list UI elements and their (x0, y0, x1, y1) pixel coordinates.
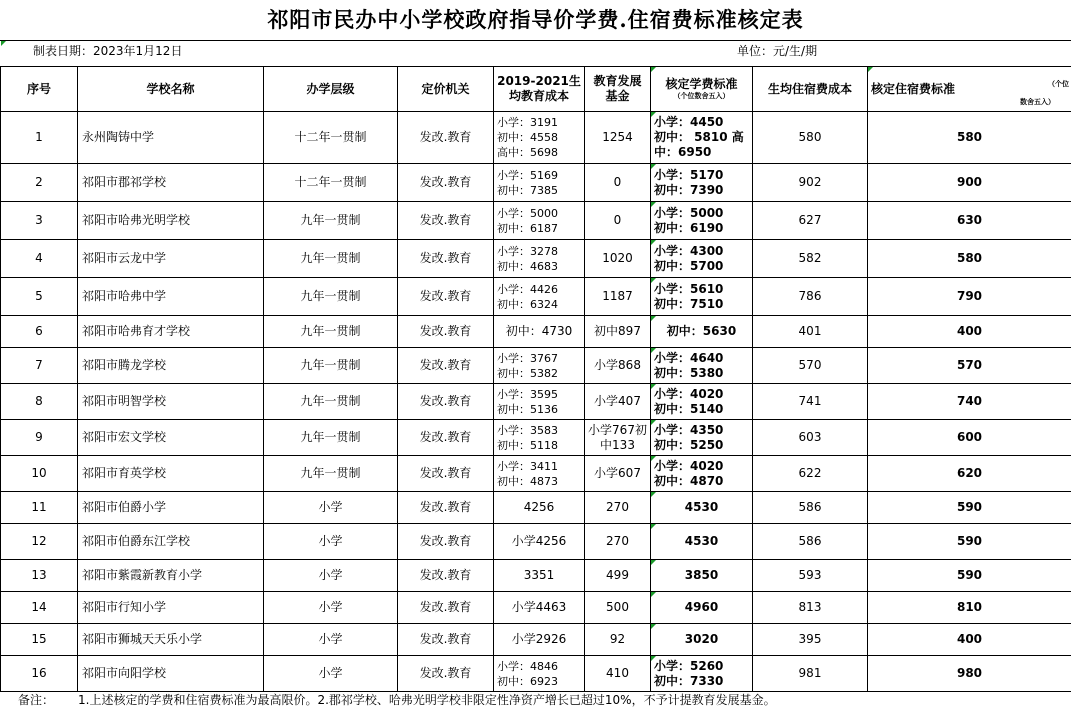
level-cell: 小学 (264, 592, 398, 624)
table-row (1, 456, 1071, 492)
cost-cell-line: 初中：6324 (497, 297, 558, 311)
fund-cell: 500 (585, 592, 651, 624)
board-fee-cell: 790 (868, 278, 1071, 316)
cell-marker-icon (868, 67, 873, 72)
board-cost-cell: 622 (753, 456, 868, 492)
board-cost-cell: 902 (753, 164, 868, 202)
agency-cell: 发改.教育 (398, 656, 494, 692)
seq-cell: 2 (1, 164, 78, 202)
seq-cell: 9 (1, 420, 78, 456)
school-name-cell: 祁阳市狮城天天乐小学 (78, 624, 264, 656)
level-cell: 九年一贯制 (264, 420, 398, 456)
board-cost-cell: 786 (753, 278, 868, 316)
cost-cell-line: 初中：6187 (497, 221, 558, 235)
cost-cell-line: 小学4256 (511, 534, 567, 548)
table-row (1, 240, 1071, 278)
header-board-cost: 生均住宿费成本 (753, 67, 868, 112)
footer-note (0, 687, 1071, 713)
level-cell: 九年一贯制 (264, 202, 398, 240)
tuition-cell (651, 456, 753, 492)
school-name-cell: 祁阳市紫霞新教育小学 (78, 560, 264, 592)
tuition-cell (651, 560, 753, 592)
cost-cell-line: 小学：3411 (497, 459, 558, 473)
fund-cell: 小学607 (585, 456, 651, 492)
table-row (1, 384, 1071, 420)
board-fee-cell: 590 (868, 560, 1071, 592)
board-cost-cell: 593 (753, 560, 868, 592)
seq-cell: 4 (1, 240, 78, 278)
agency-cell: 发改.教育 (398, 560, 494, 592)
board-fee-cell: 590 (868, 524, 1071, 560)
level-cell: 小学 (264, 524, 398, 560)
school-name-cell: 祁阳市向阳学校 (78, 656, 264, 692)
cell-marker-icon (651, 656, 656, 661)
fund-cell: 1187 (585, 278, 651, 316)
header-tuition (651, 67, 753, 112)
header-level: 办学层级 (264, 67, 398, 112)
cost-cell-line: 初中：5118 (497, 438, 558, 452)
tuition-cell-line: 初中：7330 (654, 673, 724, 688)
board-cost-cell: 570 (753, 348, 868, 384)
tuition-cell-line: 小学：5610 (654, 281, 724, 296)
tuition-cell (651, 592, 753, 624)
tuition-cell-line: 中：6950 (654, 145, 712, 159)
cell-marker-icon (651, 384, 656, 389)
agency-cell: 发改.教育 (398, 492, 494, 524)
cost-cell-line: 小学：4846 (497, 659, 558, 673)
school-name-cell: 祁阳市哈弗中学 (78, 278, 264, 316)
level-cell: 九年一贯制 (264, 240, 398, 278)
cost-cell-line: 初中：6923 (497, 674, 558, 688)
board-fee-cell: 400 (868, 624, 1071, 656)
cost-cell-line: 4256 (523, 500, 555, 514)
tuition-cell-line: 3850 (684, 568, 719, 582)
seq-cell: 10 (1, 456, 78, 492)
cost-cell-line: 小学：5000 (497, 206, 558, 220)
table-row (1, 420, 1071, 456)
header-agency: 定价机关 (398, 67, 494, 112)
level-cell: 小学 (264, 656, 398, 692)
tuition-cell-line: 小学：4350 (654, 422, 724, 437)
board-fee-cell: 600 (868, 420, 1071, 456)
title-underline (0, 40, 1071, 41)
cost-cell-line: 小学：3595 (497, 387, 558, 401)
level-cell: 九年一贯制 (264, 384, 398, 420)
cost-cell-line: 小学：5169 (497, 168, 558, 182)
table-row (1, 278, 1071, 316)
tuition-cell (651, 240, 753, 278)
board-fee-cell: 400 (868, 316, 1071, 348)
agency-cell: 发改.教育 (398, 278, 494, 316)
header-fund: 教育发展基金 (585, 67, 651, 112)
fund-cell: 270 (585, 492, 651, 524)
agency-cell: 发改.教育 (398, 524, 494, 560)
level-cell: 九年一贯制 (264, 278, 398, 316)
seq-cell: 3 (1, 202, 78, 240)
tuition-cell-line: 初中： 5810 高 (654, 130, 744, 144)
board-cost-cell: 586 (753, 492, 868, 524)
fund-cell: 499 (585, 560, 651, 592)
board-fee-cell: 620 (868, 456, 1071, 492)
cost-cell (494, 240, 585, 278)
school-name-cell: 祁阳市育英学校 (78, 456, 264, 492)
fund-cell: 410 (585, 656, 651, 692)
board-cost-cell: 401 (753, 316, 868, 348)
tuition-cell (651, 384, 753, 420)
board-fee-cell: 580 (868, 240, 1071, 278)
level-cell: 小学 (264, 492, 398, 524)
tuition-cell-line: 初中：6190 (654, 220, 724, 235)
fund-cell: 小学407 (585, 384, 651, 420)
agency-cell: 发改.教育 (398, 316, 494, 348)
footer-label: 备注： (18, 693, 55, 707)
tuition-cell-line: 初中：4870 (654, 473, 724, 488)
header-tuition-note: （个位数舍五入） (673, 92, 730, 100)
cost-cell (494, 384, 585, 420)
date-label: 制表日期：2023年1月12日 (33, 44, 183, 58)
fund-cell: 92 (585, 624, 651, 656)
table-row (1, 202, 1071, 240)
cost-cell (494, 456, 585, 492)
cost-cell (494, 202, 585, 240)
cell-marker-icon (651, 624, 656, 629)
header-board-note-bottom: 数舍五入） (1020, 98, 1055, 106)
cell-marker-icon (651, 456, 656, 461)
tuition-cell (651, 420, 753, 456)
cost-cell (494, 524, 585, 560)
tuition-cell-line: 小学：5170 (654, 167, 724, 182)
cost-cell (494, 420, 585, 456)
school-name-cell: 祁阳市伯爵小学 (78, 492, 264, 524)
cost-cell (494, 624, 585, 656)
cost-cell-line: 初中：4873 (497, 474, 558, 488)
cell-marker-icon (1, 41, 6, 46)
table-row (1, 560, 1071, 592)
header-seq: 序号 (1, 67, 78, 112)
board-cost-cell: 580 (753, 112, 868, 164)
unit-label: 单位：元/生/期 (737, 44, 818, 58)
board-cost-cell: 395 (753, 624, 868, 656)
cost-cell-line: 小学2926 (511, 632, 567, 646)
level-cell: 九年一贯制 (264, 348, 398, 384)
board-fee-cell: 630 (868, 202, 1071, 240)
seq-cell: 16 (1, 656, 78, 692)
school-name-cell: 祁阳市郡祁学校 (78, 164, 264, 202)
cost-cell-line: 初中：4558 (497, 131, 558, 144)
tuition-cell-line: 小学：5260 (654, 658, 724, 673)
seq-cell: 13 (1, 560, 78, 592)
agency-cell: 发改.教育 (398, 348, 494, 384)
school-name-cell: 祁阳市行知小学 (78, 592, 264, 624)
cell-marker-icon (651, 420, 656, 425)
cost-cell-line: 小学4463 (511, 600, 567, 614)
header-board (868, 67, 1071, 112)
board-fee-cell: 810 (868, 592, 1071, 624)
cost-cell-line: 初中：4683 (497, 259, 558, 273)
tuition-cell (651, 112, 753, 164)
fund-cell: 0 (585, 202, 651, 240)
tuition-cell-line: 4530 (684, 500, 719, 514)
fund-cell: 0 (585, 164, 651, 202)
seq-cell: 6 (1, 316, 78, 348)
table-row (1, 624, 1071, 656)
tuition-cell (651, 164, 753, 202)
cost-cell (494, 348, 585, 384)
school-name-cell: 祁阳市腾龙学校 (78, 348, 264, 384)
cost-cell-line: 小学：3767 (497, 351, 558, 365)
level-cell: 九年一贯制 (264, 316, 398, 348)
cell-marker-icon (651, 67, 656, 72)
cell-marker-icon (651, 560, 656, 565)
cost-cell (494, 164, 585, 202)
agency-cell: 发改.教育 (398, 240, 494, 278)
agency-cell: 发改.教育 (398, 456, 494, 492)
cost-cell (494, 592, 585, 624)
tuition-cell (651, 202, 753, 240)
board-cost-cell: 741 (753, 384, 868, 420)
seq-cell: 7 (1, 348, 78, 384)
agency-cell: 发改.教育 (398, 592, 494, 624)
board-cost-cell: 586 (753, 524, 868, 560)
cost-cell-line: 初中：5382 (497, 366, 558, 380)
tuition-cell-line: 小学：4020 (654, 458, 724, 473)
table-row (1, 592, 1071, 624)
tuition-cell-line: 小学：4450 (654, 115, 724, 129)
tuition-cell-line: 小学：4020 (654, 386, 724, 401)
tuition-cell-line: 4960 (684, 600, 719, 614)
tuition-cell (651, 624, 753, 656)
tuition-cell-line: 初中：7510 (654, 296, 724, 311)
tuition-cell-line: 4530 (684, 534, 719, 548)
seq-cell: 15 (1, 624, 78, 656)
header-cost: 2019-2021生均教育成本 (494, 67, 585, 112)
school-name-cell: 祁阳市伯爵东江学校 (78, 524, 264, 560)
cell-marker-icon (651, 348, 656, 353)
cost-cell-line: 高中：5698 (497, 146, 558, 159)
fee-table (0, 66, 1071, 692)
fund-cell: 270 (585, 524, 651, 560)
cell-marker-icon (651, 524, 656, 529)
page-title: 祁阳市民办中小学校政府指导价学费.住宿费标准核定表 (267, 7, 804, 32)
footer-text: 1.上述核定的学费和住宿费标准为最高限价。2.郡祁学校、哈弗光明学校非限定性净资产增长已超过10%，不予计提教育发展基金。 (78, 693, 776, 707)
table-row (1, 164, 1071, 202)
board-fee-cell: 580 (868, 112, 1071, 164)
cost-cell-line: 3351 (523, 568, 555, 582)
seq-cell: 11 (1, 492, 78, 524)
table-row (1, 524, 1071, 560)
cost-cell (494, 278, 585, 316)
cost-cell-line: 小学：3278 (497, 244, 558, 258)
agency-cell: 发改.教育 (398, 384, 494, 420)
tuition-cell-line: 小学：4300 (654, 243, 724, 258)
board-fee-cell: 740 (868, 384, 1071, 420)
table-row (1, 348, 1071, 384)
cost-cell (494, 560, 585, 592)
tuition-cell-line: 初中：7390 (654, 182, 724, 197)
table-row (1, 492, 1071, 524)
fund-cell: 1020 (585, 240, 651, 278)
agency-cell: 发改.教育 (398, 164, 494, 202)
cell-marker-icon (651, 316, 656, 321)
board-cost-cell: 627 (753, 202, 868, 240)
cost-cell (494, 316, 585, 348)
tuition-cell-line: 初中：5700 (654, 258, 724, 273)
tuition-cell-line: 初中：5380 (654, 365, 724, 380)
table-row (1, 316, 1071, 348)
board-cost-cell: 603 (753, 420, 868, 456)
fund-cell: 初中897 (585, 316, 651, 348)
cost-cell-line: 初中：7385 (497, 183, 558, 197)
school-name-cell: 祁阳市哈弗光明学校 (78, 202, 264, 240)
school-name-cell: 祁阳市宏文学校 (78, 420, 264, 456)
tuition-cell-line: 初中：5250 (654, 437, 724, 452)
seq-cell: 5 (1, 278, 78, 316)
board-fee-cell: 570 (868, 348, 1071, 384)
tuition-cell-line: 初中：5140 (654, 401, 724, 416)
cost-cell-line: 小学：3583 (497, 423, 558, 437)
tuition-cell-line: 小学：5000 (654, 205, 724, 220)
fund-cell: 1254 (585, 112, 651, 164)
cost-cell (494, 492, 585, 524)
agency-cell: 发改.教育 (398, 112, 494, 164)
board-fee-cell: 980 (868, 656, 1071, 692)
level-cell: 十二年一贯制 (264, 164, 398, 202)
cell-marker-icon (651, 112, 656, 117)
header-board-label: 核定住宿费标准 (871, 81, 956, 96)
tuition-cell (651, 492, 753, 524)
cell-marker-icon (651, 164, 656, 169)
seq-cell: 12 (1, 524, 78, 560)
tuition-cell-line: 3020 (684, 632, 719, 646)
cost-cell-line: 初中：5136 (497, 402, 558, 416)
fund-cell: 小学767初中133 (585, 420, 651, 456)
agency-cell: 发改.教育 (398, 202, 494, 240)
level-cell: 小学 (264, 560, 398, 592)
cell-marker-icon (651, 278, 656, 283)
board-fee-cell: 590 (868, 492, 1071, 524)
header-name: 学校名称 (78, 67, 264, 112)
seq-cell: 14 (1, 592, 78, 624)
school-name-cell: 祁阳市明智学校 (78, 384, 264, 420)
fund-cell: 小学868 (585, 348, 651, 384)
level-cell: 十二年一贯制 (264, 112, 398, 164)
school-name-cell: 祁阳市哈弗育才学校 (78, 316, 264, 348)
board-cost-cell: 813 (753, 592, 868, 624)
tuition-cell-line: 小学：4640 (654, 350, 724, 365)
seq-cell: 1 (1, 112, 78, 164)
header-board-note-top: （个位 (1048, 80, 1069, 88)
cost-cell-line: 小学：4426 (497, 282, 558, 296)
header-tuition-label: 核定学费标准 (665, 77, 738, 91)
cell-marker-icon (651, 202, 656, 207)
school-name-cell: 祁阳市云龙中学 (78, 240, 264, 278)
agency-cell: 发改.教育 (398, 420, 494, 456)
tuition-cell (651, 524, 753, 560)
cell-marker-icon (651, 240, 656, 245)
cost-cell-line: 初中：4730 (505, 324, 573, 338)
tuition-cell-line: 初中：5630 (666, 324, 737, 338)
cost-cell (494, 112, 585, 164)
tuition-cell (651, 316, 753, 348)
board-cost-cell: 582 (753, 240, 868, 278)
table-row (1, 112, 1071, 164)
cost-cell-line: 小学：3191 (497, 116, 558, 129)
cell-marker-icon (651, 492, 656, 497)
level-cell: 九年一贯制 (264, 456, 398, 492)
level-cell: 小学 (264, 624, 398, 656)
board-fee-cell: 900 (868, 164, 1071, 202)
header-row (1, 67, 1071, 112)
cell-marker-icon (651, 592, 656, 597)
seq-cell: 8 (1, 384, 78, 420)
board-cost-cell: 981 (753, 656, 868, 692)
school-name-cell: 永州陶铸中学 (78, 112, 264, 164)
tuition-cell (651, 348, 753, 384)
agency-cell: 发改.教育 (398, 624, 494, 656)
tuition-cell (651, 278, 753, 316)
